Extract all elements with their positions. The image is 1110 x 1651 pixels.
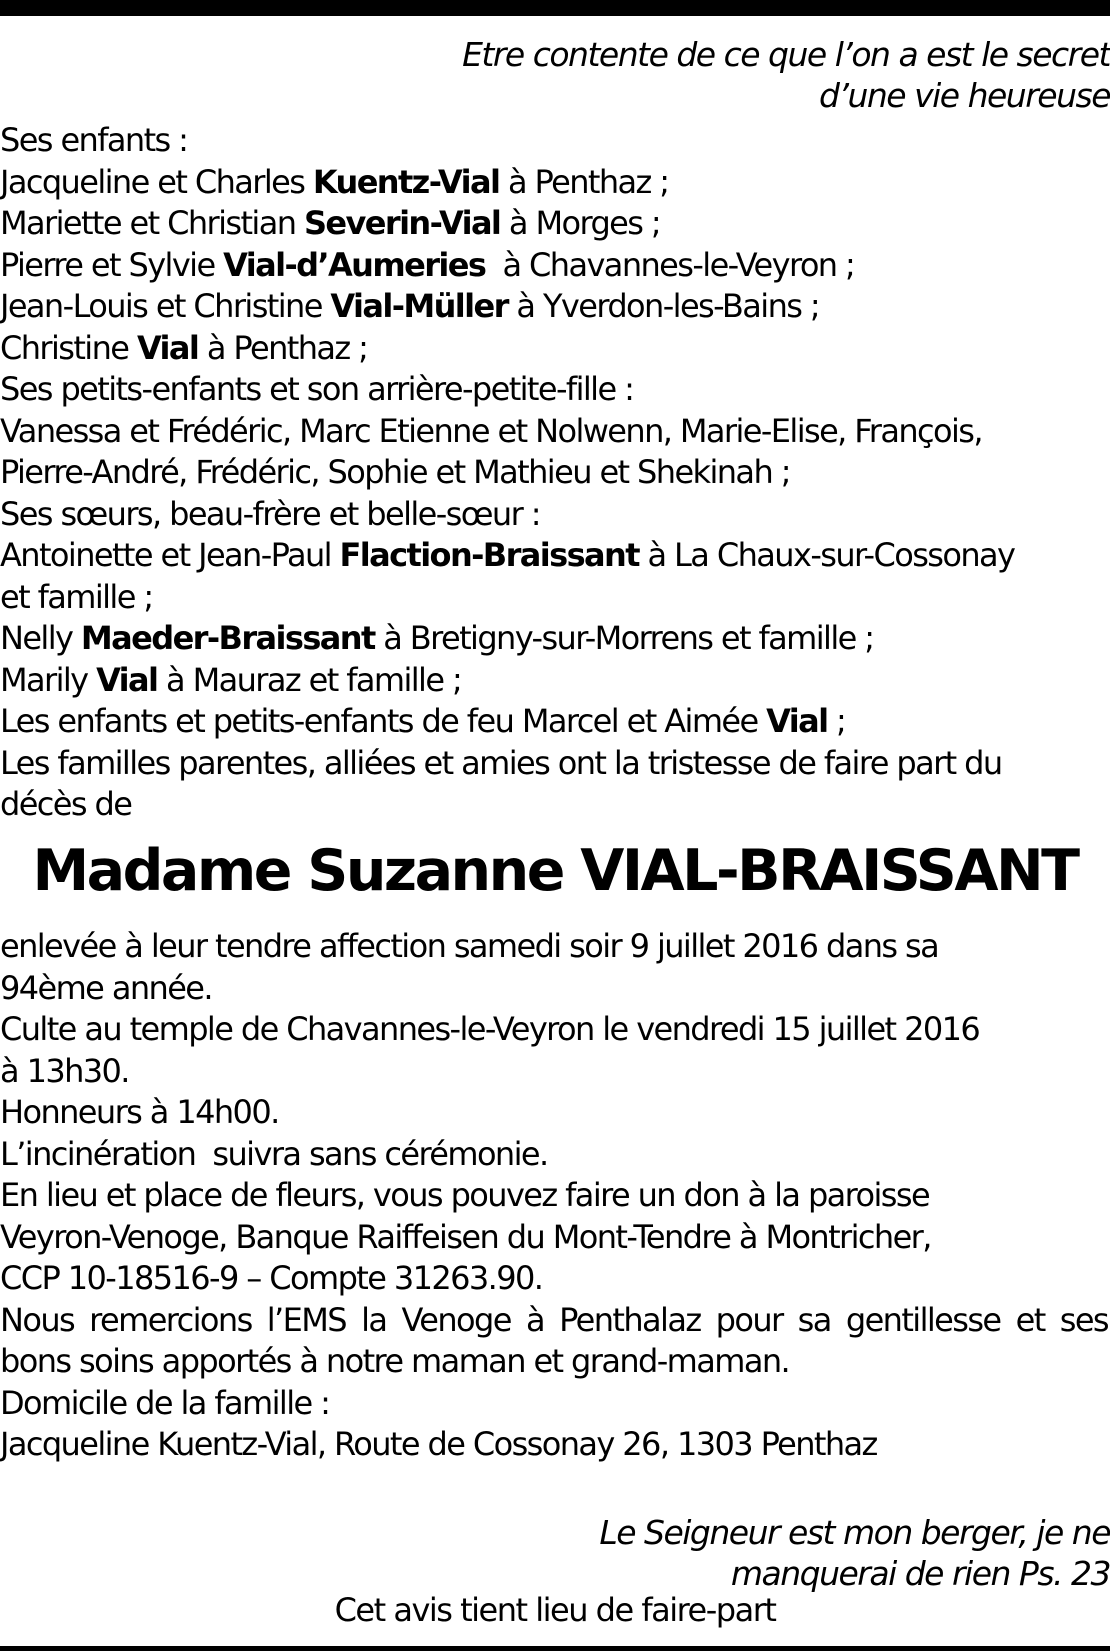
thanks-line: Nous remercions l’EMS la Venoge à Penthalaz pour sa gentillesse et ses: [0, 1300, 1108, 1339]
family-list: [0, 120, 1108, 826]
children-heading: Ses enfants :: [0, 121, 188, 159]
faire-part-notice: Cet avis tient lieu de faire-part: [334, 1591, 776, 1629]
family-member-line: Les enfants et petits-enfants de feu Marcel et Aimée Vial ;: [0, 702, 846, 740]
family-member-line: Jean-Louis et Christine Vial-Müller à Yverdon-les-Bains ;: [0, 287, 820, 325]
family-member-line: Jacqueline et Charles Kuentz-Vial à Penthaz ;: [0, 162, 669, 201]
family-surname: Vial-Müller: [330, 287, 508, 325]
details-line: Honneurs à 14h00.: [0, 1093, 279, 1131]
family-member-line: Christine Vial à Penthaz ;: [0, 328, 368, 367]
funeral-details: [0, 926, 1108, 1466]
family-member-line: Pierre et Sylvie Vial-d’Aumeries à Chavannes-le-Veyron ;: [0, 245, 855, 284]
bottom-border-rule: [0, 1646, 1110, 1651]
grandchildren-line: Pierre-André, Frédéric, Sophie et Mathieu et Shekinah ;: [0, 453, 790, 491]
family-surname: Kuentz-Vial: [312, 162, 500, 201]
family-member-line: Marily Vial à Mauraz et famille ;: [0, 660, 462, 699]
details-line: CCP 10-18516-9 – Compte 31263.90.: [0, 1259, 543, 1297]
family-surname: Maeder-Braissant: [80, 619, 375, 657]
closing-quote: Le Seigneur est mon berger, je ne manquerai de rien Ps. 23: [599, 1513, 1110, 1593]
family-surname: Severin-Vial: [303, 204, 501, 242]
details-line: 94ème année.: [0, 968, 212, 1007]
family-member-line: et famille ;: [0, 577, 153, 616]
family-member-line: Antoinette et Jean-Paul Flaction-Braissant à La Chaux-sur-Cossonay: [0, 536, 1015, 574]
family-surname: Flaction-Braissant: [339, 536, 639, 574]
grandchildren-heading: Ses petits-enfants et son arrière-petite-fille :: [0, 370, 634, 408]
domicile-address: Jacqueline Kuentz-Vial, Route de Cossonay 26, 1303 Penthaz: [0, 1425, 877, 1463]
family-surname: Vial-d’Aumeries: [223, 245, 486, 284]
domicile-heading: Domicile de la famille :: [0, 1383, 330, 1422]
siblings-heading: Ses sœurs, beau-frère et belle-sœur :: [0, 494, 540, 533]
details-line: En lieu et place de fleurs, vous pouvez faire un don à la paroisse: [0, 1176, 930, 1214]
details-line: enlevée à leur tendre affection samedi soir 9 juillet 2016 dans sa: [0, 927, 939, 965]
grandchildren-line: Vanessa et Frédéric, Marc Etienne et Nolwenn, Marie-Elise, François,: [0, 411, 982, 450]
details-line: Veyron-Venoge, Banque Raiffeisen du Mont-Tendre à Montricher,: [0, 1217, 931, 1256]
family-surname: Vial: [766, 702, 828, 740]
epigraph-quote: Etre contente de ce que l’on a est le secret d’une vie heureuse: [462, 35, 1110, 115]
announcement-line: décès de: [0, 785, 132, 823]
details-line: Culte au temple de Chavannes-le-Veyron le vendredi 15 juillet 2016: [0, 1010, 980, 1048]
family-surname: Vial: [136, 328, 199, 367]
family-member-line: Nelly Maeder-Braissant à Bretigny-sur-Morrens et famille ;: [0, 619, 874, 657]
family-surname: Vial: [96, 660, 158, 699]
deceased-name: Madame Suzanne VIAL-BRAISSANT: [32, 838, 1078, 904]
thanks-line: bons soins apportés à notre maman et grand-maman.: [0, 1342, 790, 1380]
family-member-line: Mariette et Christian Severin-Vial à Morges ;: [0, 204, 661, 242]
details-line: à 13h30.: [0, 1051, 129, 1090]
announcement-line: Les familles parentes, alliées et amies ont la tristesse de faire part du: [0, 743, 1002, 782]
details-line: L’incinération suivra sans cérémonie.: [0, 1134, 548, 1173]
